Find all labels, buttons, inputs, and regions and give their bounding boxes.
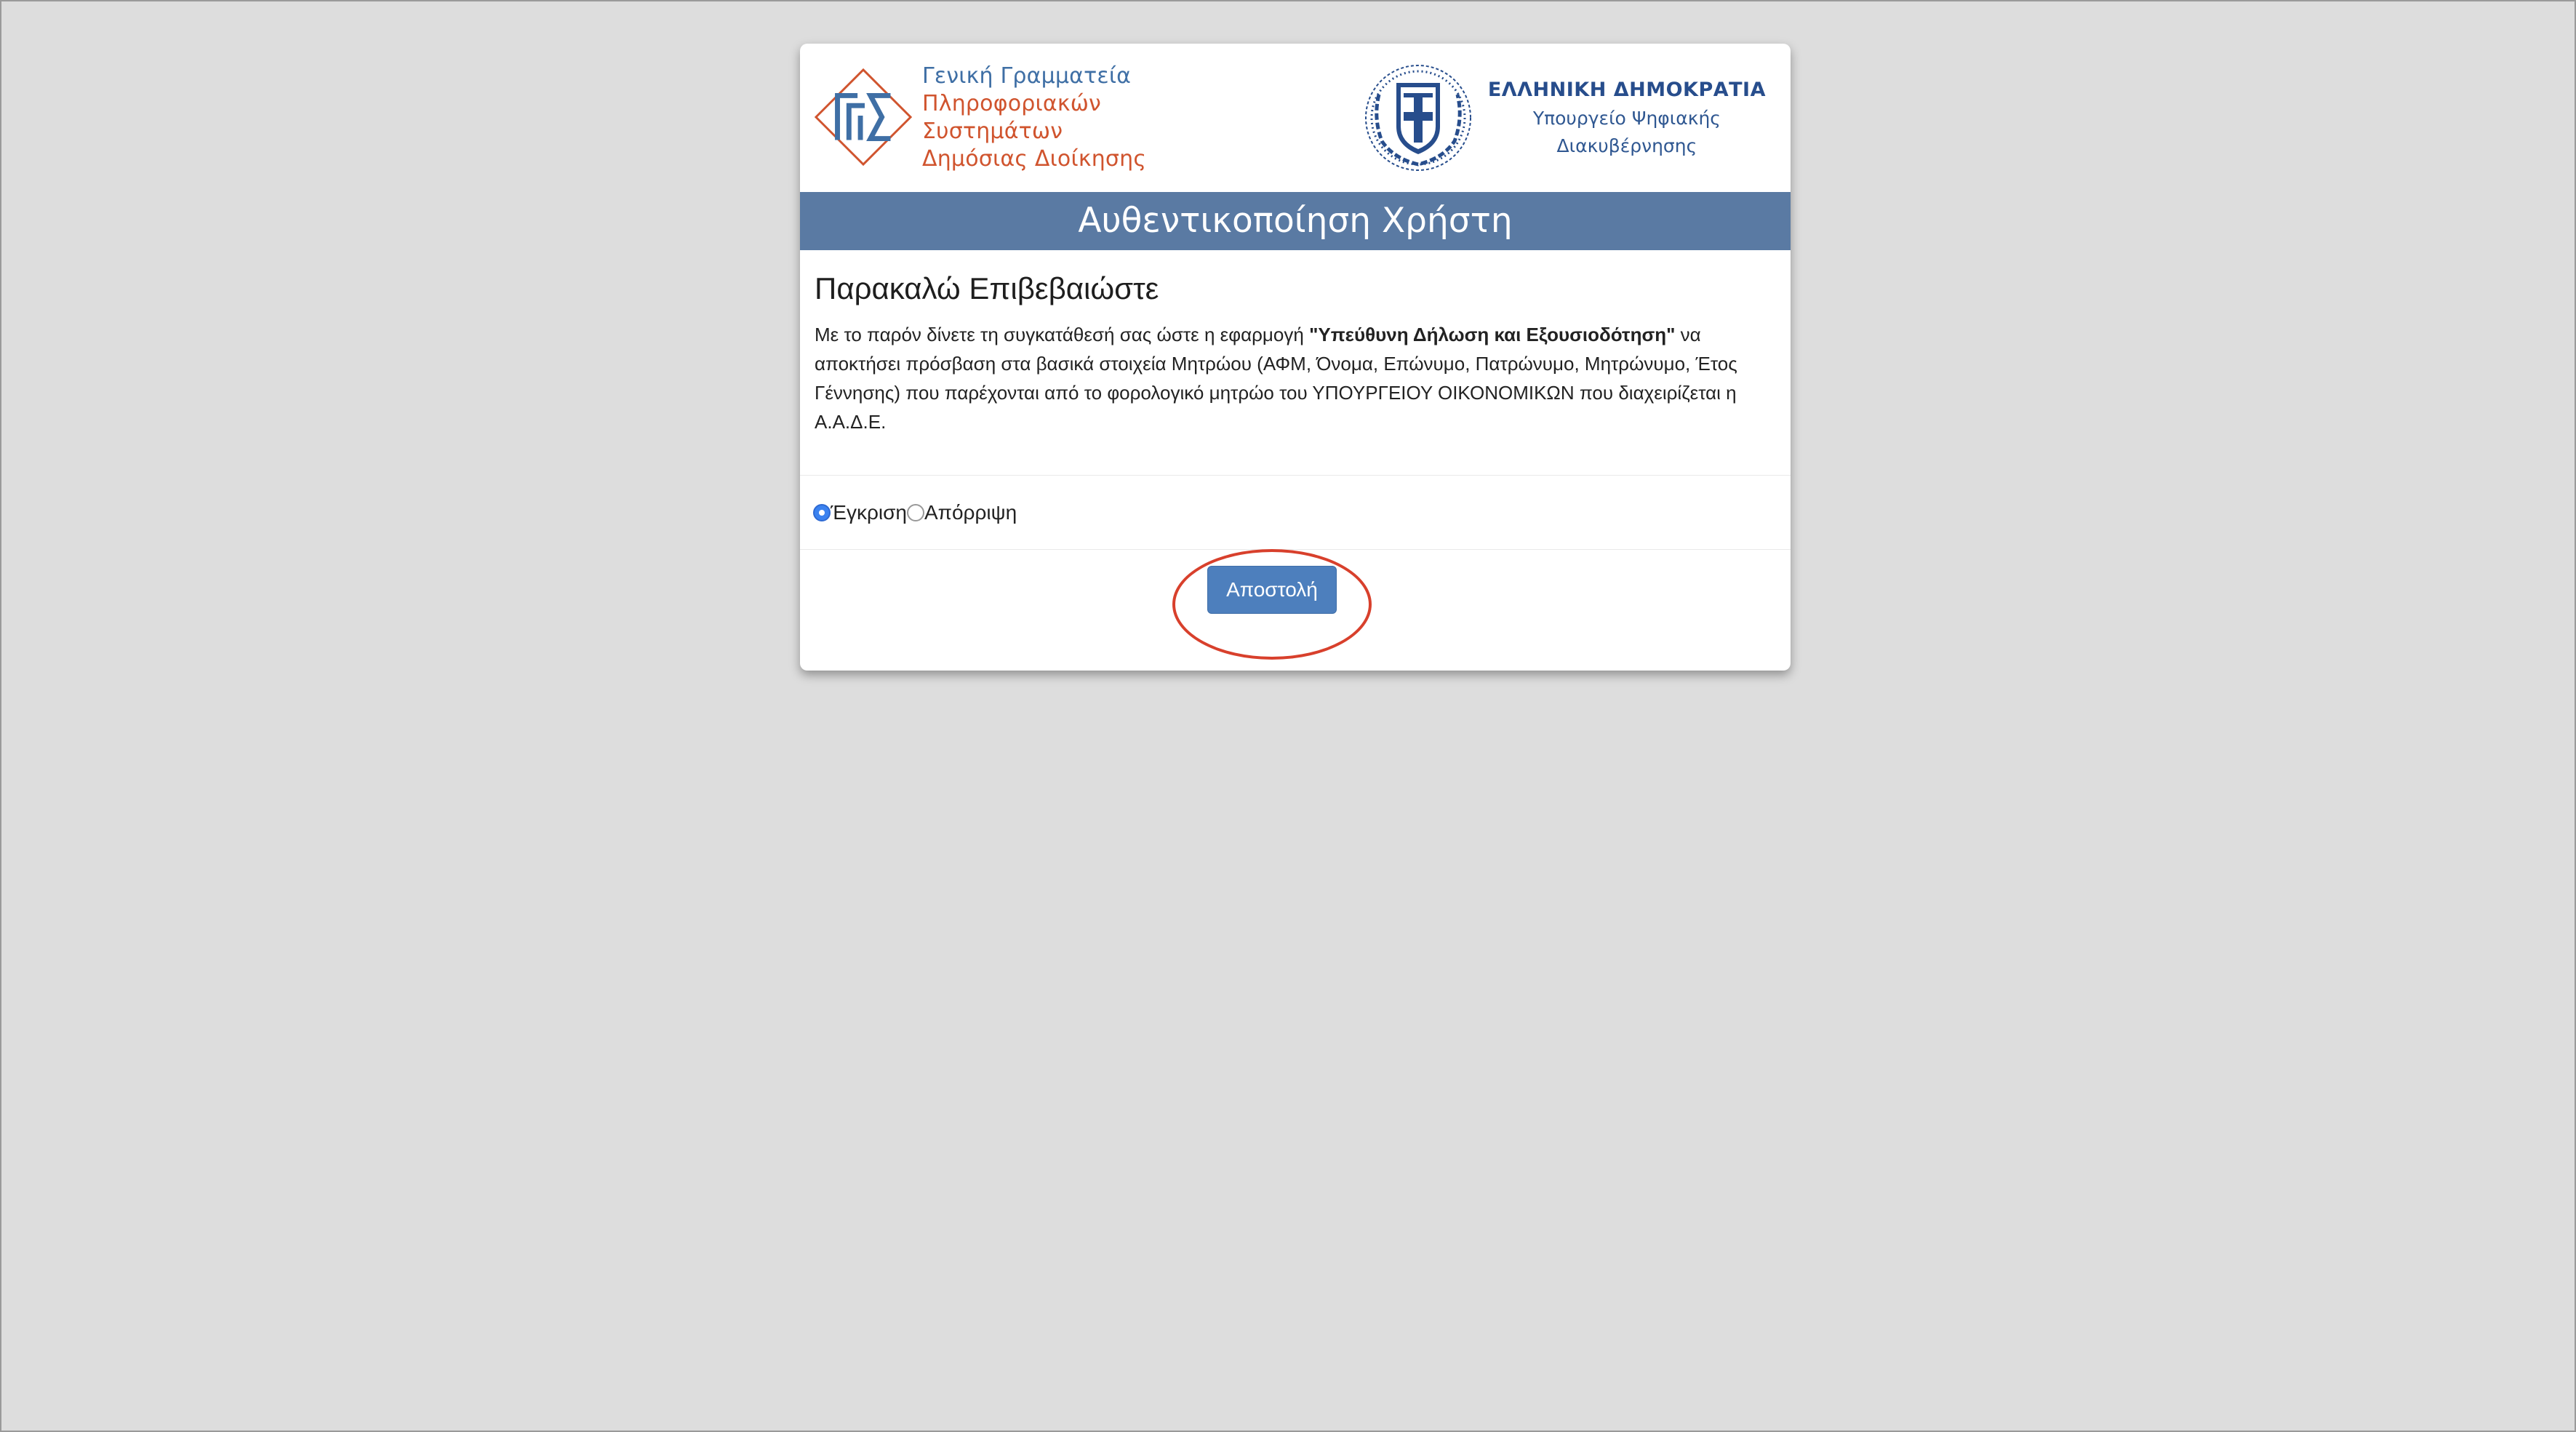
gsis-logo-line-3: Συστημάτων [922, 119, 1063, 144]
coat-of-arms-icon [1360, 60, 1476, 176]
consent-section [800, 250, 1791, 476]
auth-card [800, 44, 1791, 671]
approve-radio[interactable] [813, 504, 831, 521]
approve-label: Έγκριση [831, 500, 907, 524]
gov-logo-line-2: Υπουργείο Ψηφιακής [1532, 108, 1721, 129]
gsis-logo-icon [813, 67, 913, 167]
gsis-logo-line-1: Γενική Γραμματεία [922, 63, 1132, 89]
gov-logo-line-3: Διακυβέρνησης [1556, 135, 1697, 156]
approve-option[interactable] [813, 501, 907, 524]
logo-header [800, 44, 1791, 192]
reject-option[interactable] [907, 501, 1017, 524]
gsis-logo-line-2: Πληροφοριακών [922, 91, 1101, 116]
gov-logo-text [1488, 76, 1766, 160]
page-title: Αυθεντικοποίηση Χρήστη [800, 192, 1791, 250]
consent-text-before: Με το παρόν δίνετε τη συγκατάθεσή σας ώστε η εφαρμογή [815, 324, 1310, 345]
consent-heading: Παρακαλώ Επιβεβαιώστε [815, 271, 1159, 305]
submit-button[interactable]: Αποστολή [1207, 566, 1337, 614]
gsis-logo [813, 63, 1146, 173]
gsis-logo-line-4: Δημόσιας Διοίκησης [922, 146, 1147, 172]
consent-text [815, 320, 1776, 436]
consent-options [800, 476, 1791, 550]
gov-logo-line-1: ΕΛΛΗΝΙΚΗ ΔΗΜΟΚΡΑΤΙΑ [1487, 79, 1766, 101]
consent-app-name: "Υπεύθυνη Δήλωση και Εξουσιοδότηση" [1309, 324, 1676, 345]
reject-radio[interactable] [907, 504, 924, 521]
form-footer [800, 550, 1791, 671]
reject-label: Απόρριψη [924, 500, 1017, 524]
gsis-logo-text [922, 63, 1146, 173]
consent-text-after: να αποκτήσει πρόσβαση στα βασικά στοιχεία Μητρώου (ΑΦΜ, Όνομα, Επώνυμο, Πατρώνυμο, Μητρώνυμο, Έτος Γέννησης) που παρέχονται από το φορολογικό μητρώο του ΥΠΟΥΡΓΕΙΟΥ ΟΙΚΟΝΟΜΙΚΩΝ που διαχειρίζεται η Α.Α.Δ.Ε. [815, 324, 1737, 433]
greek-republic-logo [1360, 60, 1766, 176]
